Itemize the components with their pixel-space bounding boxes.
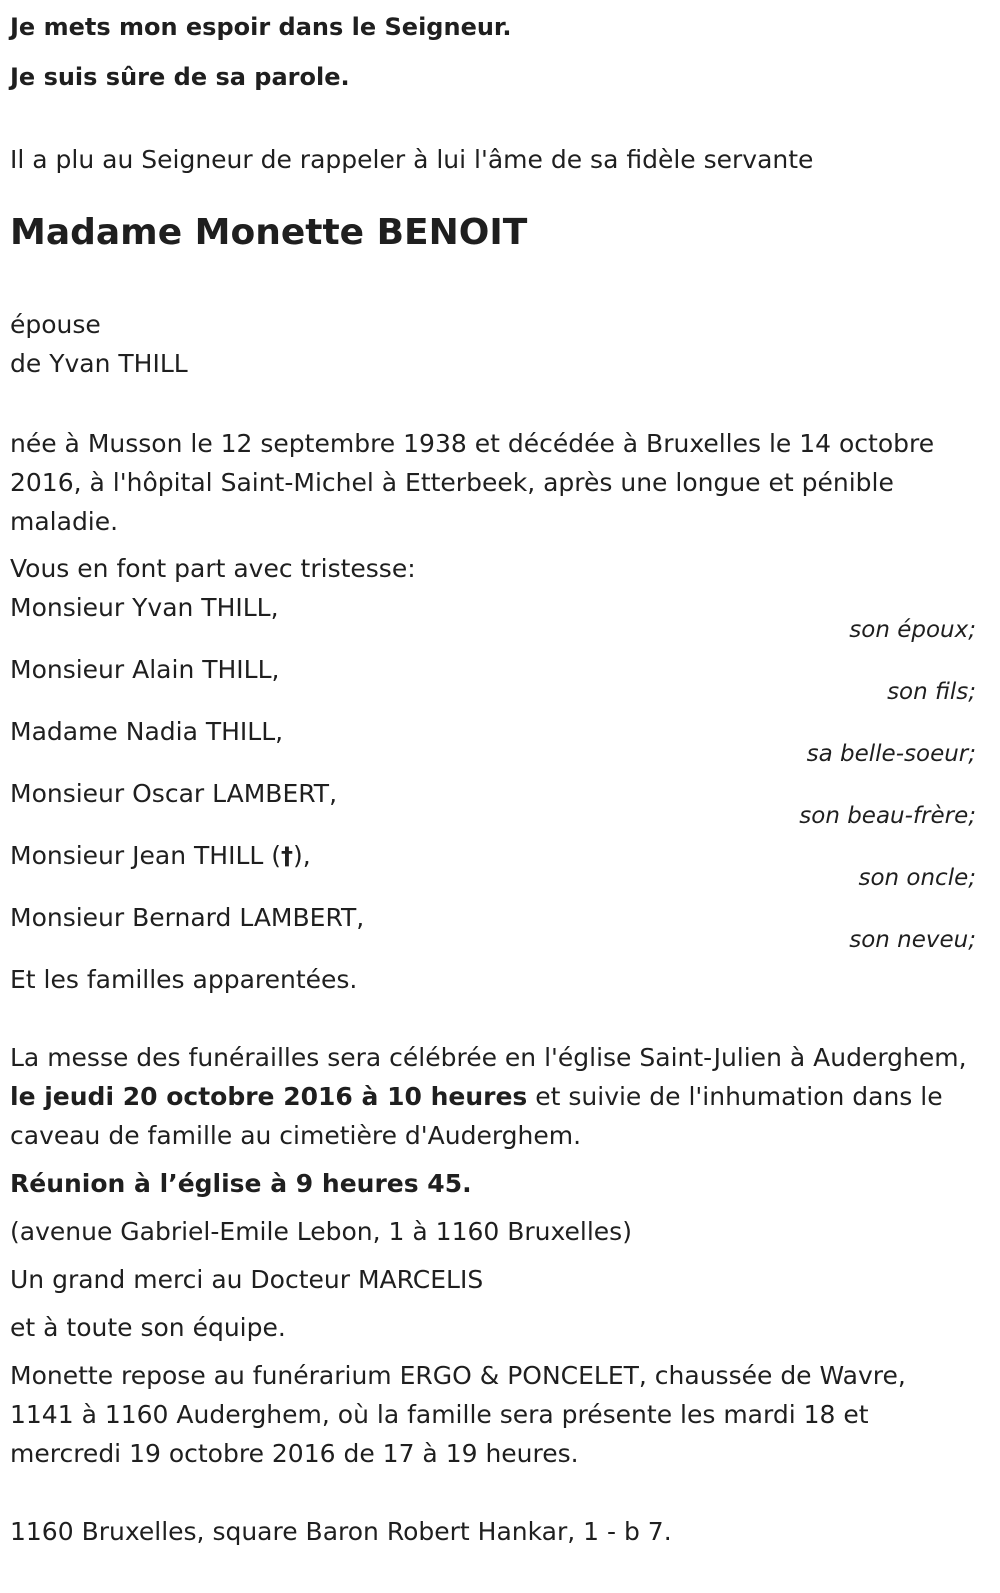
relative-row [10,650,976,712]
mass-date-time: le jeudi 20 octobre 2016 à 10 heures [10,1082,528,1111]
announce-heading: Vous en font part avec tristesse: [10,554,416,583]
relative-role: son oncle; [858,865,976,891]
birth-death-text: née à Musson le 12 septembre 1938 et décédée à Bruxelles le 14 octobre 2016, à l'hôpital Saint-Michel à Etterbeek, après une longue et pénible maladie. [10,429,935,536]
relative-row [10,712,976,774]
mass-text-after: et suivie de l'inhumation dans le caveau de famille au cimetière d'Auderghem. [10,1082,943,1150]
church-address: (avenue Gabriel-Emile Lebon, 1 à 1160 Bruxelles) [10,1217,632,1246]
relative-row [10,774,976,836]
thanks-line-1: Un grand merci au Docteur MARCELIS [10,1265,484,1294]
relative-row [10,588,976,650]
meeting-time: Réunion à l’église à 9 heures 45. [10,1169,472,1198]
relative-name: Monsieur Alain THILL, [10,655,280,684]
relative-role: son fils; [887,679,976,705]
mass-paragraph [10,1038,976,1155]
spouse-name: de Yvan THILL [10,349,188,378]
family-address: 1160 Bruxelles, square Baron Robert Hankar, 1 - b 7. [10,1517,672,1546]
verse-line-2: Je suis sûre de sa parole. [10,63,350,91]
relative-role: son neveu; [849,927,976,953]
relative-name: Monsieur Oscar LAMBERT, [10,779,338,808]
spouse-label: épouse [10,310,101,339]
relative-role: son époux; [849,617,976,643]
relative-name: Monsieur Bernard LAMBERT, [10,903,365,932]
relative-name-after: ), [293,841,311,870]
verse-line-1: Je mets mon espoir dans le Seigneur. [10,13,512,41]
thanks-line-2: et à toute son équipe. [10,1313,286,1342]
mass-text-before: La messe des funérailles sera célébrée en l'église Saint-Julien à Auderghem, [10,1043,967,1072]
relatives-list [10,588,976,960]
families-text: Et les familles apparentées. [10,965,358,994]
obituary-notice [10,0,976,1551]
relative-name: Monsieur Yvan THILL, [10,593,279,622]
relative-name: Madame Nadia THILL, [10,717,284,746]
relative-name-before: Monsieur Jean THILL ( [10,841,281,870]
relative-role: sa belle-soeur; [806,741,976,767]
relative-row [10,836,976,898]
intro-text: Il a plu au Seigneur de rappeler à lui l'âme de sa fidèle servante [10,145,814,174]
cross-icon: † [281,842,293,870]
relative-row [10,898,976,960]
deceased-name: Madame Monette BENOIT [10,212,528,253]
relative-name [10,836,311,876]
funerarium-text: Monette repose au funérarium ERGO & PONCELET, chaussée de Wavre, 1141 à 1160 Auderghem, où la famille sera présente les mardi 18 et mercredi 19 octobre 2016 de 17 à 19 heures. [10,1361,906,1468]
relative-role: son beau-frère; [799,803,976,829]
